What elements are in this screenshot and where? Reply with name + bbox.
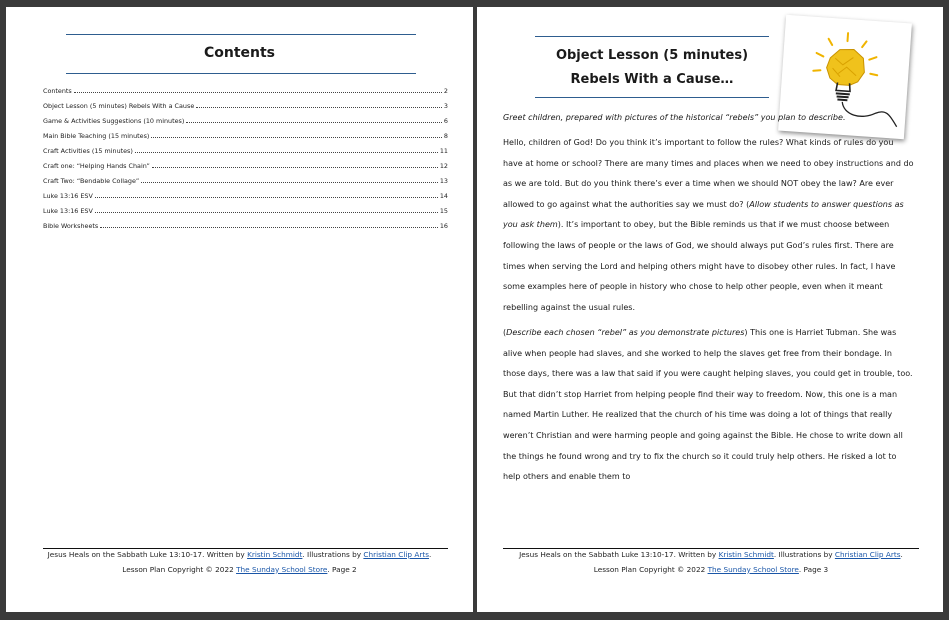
- toc-entry[interactable]: [43, 192, 448, 207]
- page-right: [477, 7, 943, 612]
- toc-entry-label: Contents: [43, 87, 72, 95]
- lesson-title-line2: Rebels With a Cause…: [570, 72, 734, 87]
- toc-leader-dots: [100, 227, 438, 228]
- lesson-body: [503, 108, 915, 492]
- toc-leader-dots: [95, 212, 438, 213]
- paragraph-text: (: [503, 327, 507, 337]
- illustrator-link[interactable]: Christian Clip Arts: [363, 550, 429, 559]
- page-left: [6, 7, 473, 612]
- footer: [6, 548, 473, 577]
- toc-leader-dots: [74, 92, 442, 93]
- illustrator-link[interactable]: Christian Clip Arts: [834, 550, 901, 559]
- toc-entry-label: Luke 13:16 ESV: [43, 192, 93, 200]
- toc-entry-page: 3: [443, 102, 448, 110]
- footer-credit-text: .: [900, 550, 903, 559]
- toc-entry[interactable]: [43, 207, 448, 222]
- toc-entry[interactable]: [43, 222, 448, 237]
- toc-entry-page: 11: [439, 147, 448, 155]
- toc-entry-label: Game & Activities Suggestions (10 minutes): [43, 117, 185, 125]
- title-rule-top: [66, 34, 416, 35]
- store-link[interactable]: The Sunday School Store: [236, 564, 328, 574]
- title-rule-bottom: [535, 97, 769, 98]
- toc-entry-page: 14: [439, 192, 448, 200]
- toc-entry[interactable]: [43, 147, 448, 162]
- footer-credit-text: . Illustrations by: [302, 550, 364, 559]
- toc-entry-page: 12: [439, 162, 448, 170]
- store-link[interactable]: The Sunday School Store: [707, 564, 799, 574]
- toc-entry[interactable]: [43, 87, 448, 102]
- toc-entry[interactable]: [43, 177, 448, 192]
- teacher-instruction: Allow students to answer questions as you ask them: [503, 199, 904, 230]
- toc-title: Contents: [203, 45, 276, 61]
- footer-credit-text: Jesus Heals on the Sabbath Luke 13:10-17. Written by: [519, 550, 719, 559]
- paragraph-2: [503, 323, 915, 488]
- paragraph-1: [503, 133, 915, 318]
- toc-list: [43, 87, 448, 237]
- teacher-instruction: Describe each chosen “rebel” as you demonstrate pictures: [506, 327, 745, 337]
- toc-leader-dots: [141, 182, 438, 183]
- paragraph-text: Hello, children of God! Do you think it’s important to follow the rules? What kinds of rules do you have at home or school? There are many times and places when we need to obey instructions and do as we are told. But do you think there’s ever a time when we should NOT obey the law? Are ever allowed to go against what the authorities say we must do? (: [503, 138, 914, 209]
- toc-leader-dots: [135, 152, 438, 153]
- toc-entry-page: 13: [439, 177, 448, 185]
- toc-leader-dots: [151, 137, 442, 138]
- author-link[interactable]: Kristin Schmidt: [247, 550, 303, 559]
- lesson-title: [497, 44, 807, 92]
- title-rule-top: [535, 36, 769, 37]
- toc-leader-dots: [196, 107, 442, 108]
- lesson-title-line1: Object Lesson (5 minutes): [555, 48, 749, 63]
- author-link[interactable]: Kristin Schmidt: [718, 550, 774, 559]
- footer: [477, 548, 943, 577]
- toc-entry-page: 6: [443, 117, 448, 125]
- paragraph-text: ). It’s important to obey, but the Bible reminds us that if we must choose between following the laws of people or the laws of God, we should always put God’s rules first. There are times when serving the Lord and helping others might have to disobey other rules. In fact, I have some examples here of people in history who chose to help other people, even when it meant rebelling against the usual rules.: [503, 220, 896, 312]
- toc-entry-label: Craft Activities (15 minutes): [43, 147, 133, 155]
- toc-entry-label: Main Bible Teaching (15 minutes): [43, 132, 150, 140]
- toc-leader-dots: [152, 167, 438, 168]
- toc-entry[interactable]: [43, 132, 448, 147]
- title-rule-bottom: [66, 73, 416, 74]
- toc-entry-page: 2: [443, 87, 448, 95]
- toc-entry[interactable]: [43, 162, 448, 177]
- toc-entry[interactable]: [43, 102, 448, 117]
- toc-entry-page: 8: [443, 132, 448, 140]
- toc-entry-page: 16: [439, 222, 448, 230]
- paragraph-text: ) This one is Harriet Tubman. She was alive when people had slaves, and she worked to help the slaves get free from their bondage. In those days, there was a law that said if you were caught helping slaves, you could get in trouble, too. But that didn’t stop Harriet from helping people find their way to freedom. Now, this one is a man named Martin Luther. He realized that the church of his time was doing a lot of things that really weren’t Christian and were harming people and going against the Bible. He chose to write down all the things he found wrong and try to fix the church so it could truly help others. He risked a lot to help others and enable them to: [503, 327, 913, 482]
- toc-entry-label: Bible Worksheets: [43, 222, 99, 230]
- toc-leader-dots: [186, 122, 442, 123]
- footer-copyright-text: Lesson Plan Copyright © 2022: [593, 564, 708, 574]
- toc-entry-page: 15: [439, 207, 448, 215]
- toc-entry-label: Craft Two: “Bendable Collage”: [43, 177, 140, 185]
- toc-leader-dots: [95, 197, 438, 198]
- toc-entry-label: Object Lesson (5 minutes) Rebels With a Cause: [43, 102, 195, 110]
- page-number: . Page 2: [327, 564, 357, 574]
- page-number: . Page 3: [798, 564, 829, 574]
- footer-copyright-text: Lesson Plan Copyright © 2022: [122, 564, 237, 574]
- toc-entry-label: Luke 13:16 ESV: [43, 207, 93, 215]
- footer-credit-text: .: [429, 550, 432, 559]
- toc-entry-label: Craft one: “Helping Hands Chain”: [43, 162, 150, 170]
- toc-entry[interactable]: [43, 117, 448, 132]
- footer-credit-text: Jesus Heals on the Sabbath Luke 13:10-17. Written by: [47, 550, 248, 559]
- intro-instruction: Greet children, prepared with pictures of the historical “rebels” you plan to describe.: [503, 113, 846, 122]
- footer-credit-text: . Illustrations by: [773, 550, 835, 559]
